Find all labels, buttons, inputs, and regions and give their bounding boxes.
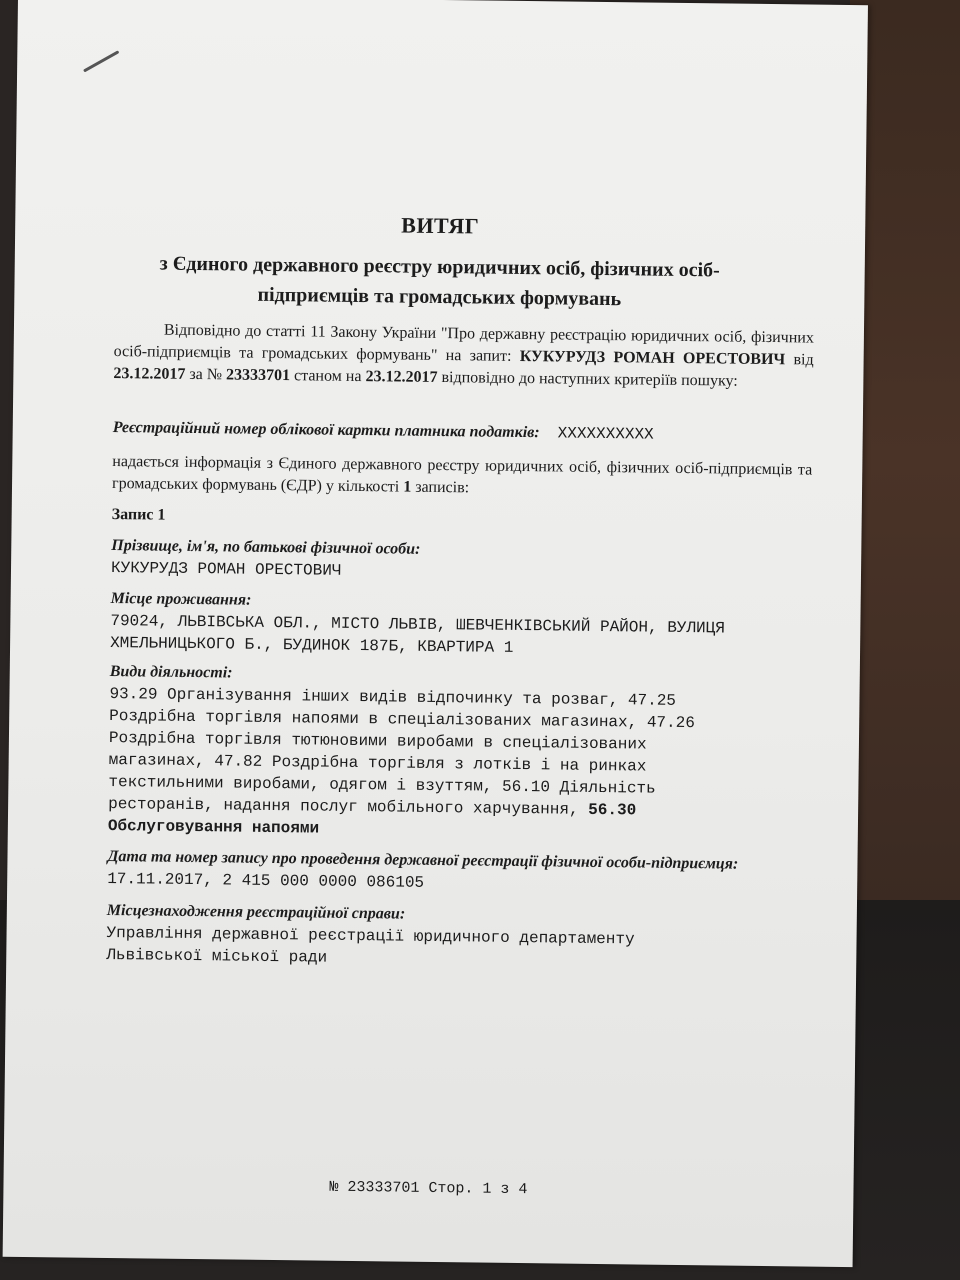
state-date: 23.12.2017 bbox=[365, 368, 438, 386]
registration-record-value: 17.11.2017, 2 415 000 0000 086105 bbox=[107, 869, 425, 892]
tax-number-line bbox=[113, 419, 813, 446]
document-subtitle: з Єдиного державного реєстру юридичних осіб, фізичних осіб-підприємців та громадських формувань bbox=[159, 252, 720, 311]
staple-mark bbox=[83, 50, 119, 72]
tax-number-value: XXXXXXXXXX bbox=[557, 424, 654, 444]
record-heading: Запис 1 bbox=[111, 505, 166, 524]
full-name-value: КУКУРУДЗ РОМАН ОРЕСТОВИЧ bbox=[110, 558, 342, 580]
page-footer: № 23333701 Стор. 1 з 4 bbox=[329, 1178, 528, 1199]
tax-number-label: Реєстраційний номер облікової картки платника податків: bbox=[112, 418, 540, 442]
intro-paragraph: Відповідно до статті 11 Закону України "Про державну реєстрацію юридичних осіб, фізичних осіб-підприємців та громадських формувань" на запит: КУКУРУДЗ РОМАН ОРЕСТОВИЧ від 23.12.2017 за № 23333701 станом на 23.12.2017 відповідно до наступних критеріїв пошуку: bbox=[113, 321, 815, 390]
residence-value: 79024, ЛЬВІВСЬКА ОБЛ., МІСТО ЛЬВІВ, ШЕВЧЕНКІВСЬКИЙ РАЙОН, ВУЛИЦЯ ХМЕЛЬНИЦЬКОГО Б., БУДИНОК 187Б, КВАРТИРА 1 bbox=[110, 611, 725, 657]
field-residence bbox=[110, 590, 831, 663]
activities-label: Види діяльності: bbox=[109, 662, 233, 682]
full-name-label: Прізвище, ім'я, по батькові фізичної особи: bbox=[111, 536, 421, 558]
background-wood bbox=[850, 0, 960, 920]
requester-name: КУКУРУДЗ РОМАН ОРЕСТОВИЧ bbox=[519, 347, 786, 369]
registration-record-label: Дата та номер запису про проведення державної реєстрації фізичної особи-підприємця: bbox=[107, 847, 739, 873]
record-count: 1 bbox=[403, 478, 412, 496]
case-location-value: Управління державної реєстрації юридичного департаменту Львівської міської ради bbox=[106, 923, 635, 967]
request-number: 23333701 bbox=[225, 366, 291, 385]
field-full-name bbox=[111, 537, 831, 588]
field-registration-record bbox=[107, 848, 827, 899]
case-location-label: Місцезнаходження реєстраційної справи: bbox=[106, 901, 406, 923]
field-case-location bbox=[106, 902, 827, 975]
request-date: 23.12.2017 bbox=[113, 365, 186, 383]
residence-label: Місце проживання: bbox=[110, 589, 252, 609]
activities-bold-tail: 56.30 Обслуговування напоями bbox=[107, 800, 637, 838]
document-title: ВИТЯГ bbox=[401, 212, 480, 239]
activities-value: 93.29 Організування інших видів відпочинку та розваг, 47.25 Роздрібна торгівля напоями в спеціалізованих магазинах, 47.26 Роздрібна торгівля тютюновими виробами в спеціалізованих магазинах, 47.82 Роздрібна торгівля з лотків і на ринках текстильними виробами, одягом і взуттям, 56.10 Діяльність ресторанів, надання послуг мобільного харчування, 56.30 Обслуговування напоями bbox=[107, 684, 695, 838]
provided-info-paragraph: надається інформація з Єдиного державного реєстру юридичних осіб, фізичних осіб-підприємців та громадських формувань (ЄДР) у кількості 1 записів: bbox=[111, 452, 813, 497]
field-activities bbox=[108, 663, 830, 846]
document-page bbox=[3, 0, 868, 1267]
